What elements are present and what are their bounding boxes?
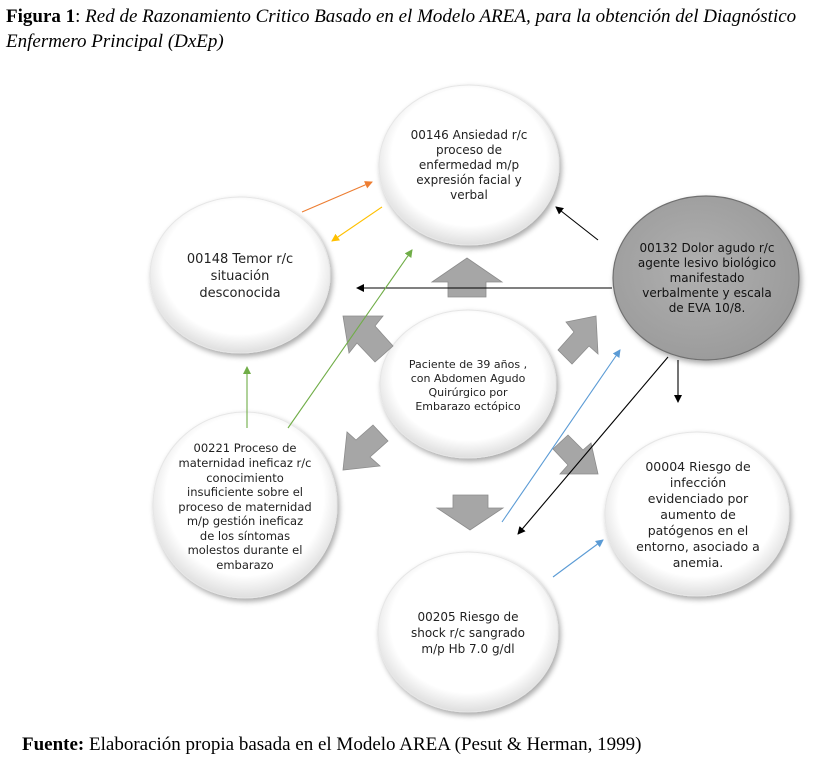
- node-center: Paciente de 39 años , con Abdomen Agudo Quirúrgico por Embarazo ectópico: [408, 358, 528, 413]
- node-ansiedad: 00146 Ansiedad r/c proceso de enfermedad m/p expresión facial y verbal: [410, 127, 528, 202]
- source-note: [22, 734, 822, 756]
- source-text: Elaboración propia basada en el Modelo AREA (Pesut & Herman, 1999): [84, 734, 642, 755]
- figure-label: Figura 1: [6, 6, 76, 27]
- node-shock: 00205 Riesgo de shock r/c sangrado m/p Hb 7.0 g/dl: [410, 610, 526, 656]
- block-arrow-down-right: [553, 435, 598, 474]
- node-dolor: 00132 Dolor agudo r/c agente lesivo biológico manifestado verbalmente y escala de EVA 10/8.: [637, 240, 777, 315]
- block-arrow-down-left: [343, 425, 388, 470]
- arrow-shock-to-infeccion: [553, 540, 603, 577]
- block-arrow-up-right: [558, 316, 598, 364]
- figure-title: Red de Razonamiento Critico Basado en el Modelo AREA, para la obtención del Diagnóstico Enfermero Principal (DxEp): [6, 6, 797, 52]
- node-temor: 00148 Temor r/c situación desconocida: [186, 251, 294, 301]
- figure-caption: Figura 1: Red de Razonamiento Critico Basado en el Modelo AREA, para la obtención del Diagnóstico Enfermero Principal (DxEp): [6, 6, 797, 52]
- block-arrow-down: [437, 495, 503, 530]
- block-arrow-up: [432, 258, 502, 297]
- node-maternidad: 00221 Proceso de maternidad ineficaz r/c conocimiento insuficiente sobre el proceso de maternidad m/p gestión ineficaz de los síntomas molestos durante el embarazo: [178, 441, 312, 573]
- arrow-temor-to-ansiedad: [302, 182, 372, 212]
- arrow-ansiedad-to-temor: [332, 207, 382, 241]
- node-riesgo-infeccion: 00004 Riesgo de infección evidenciado por aumento de patógenos en el entorno, asociado a anemia.: [636, 459, 760, 570]
- arrow-dolor-to-ansiedad: [556, 207, 598, 240]
- source-label: Fuente:: [22, 734, 85, 755]
